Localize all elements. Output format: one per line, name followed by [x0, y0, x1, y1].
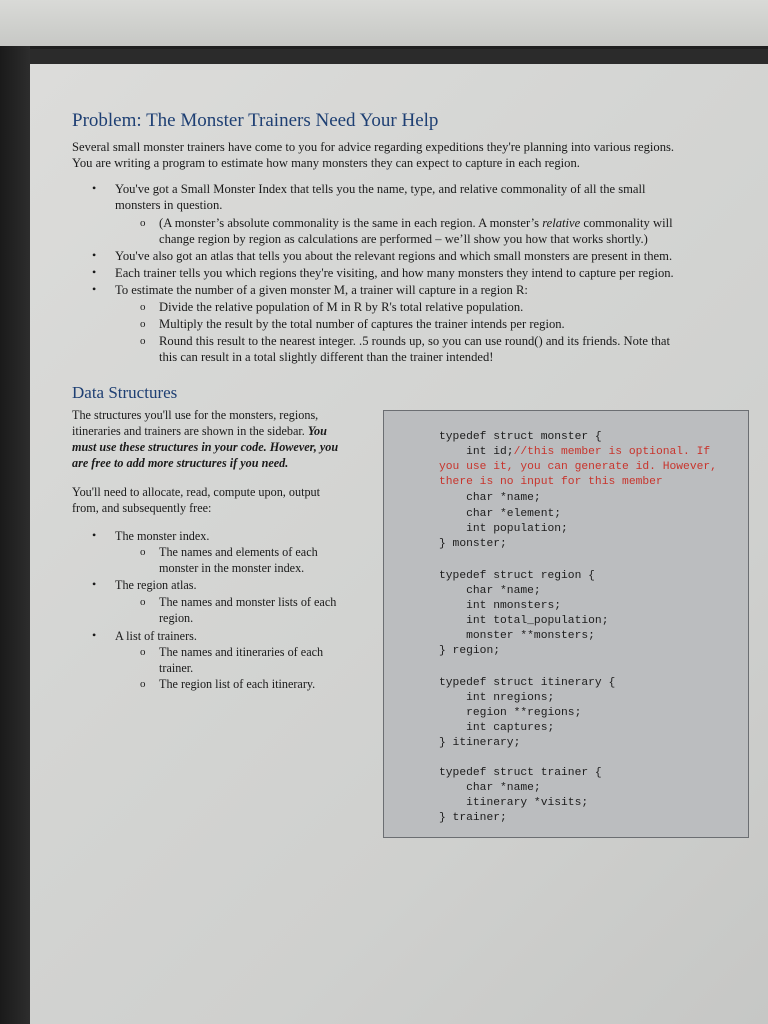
- code-monster-open: typedef struct monster {: [439, 431, 602, 443]
- sub-bullet-marker: o: [140, 678, 146, 690]
- code-itinerary-captures: int captures;: [439, 722, 555, 734]
- intro-line-2: You are writing a program to estimate how many monsters they can expect to capture in each region.: [72, 156, 580, 170]
- bullet-small-monster-index: You've got a Small Monster Index that tells you the name, type, and relative commonality of all the small: [115, 182, 646, 196]
- item-monster-index: The monster index.: [115, 529, 210, 543]
- problem-heading: Problem: The Monster Trainers Need Your Help: [72, 110, 439, 131]
- bullet-marker: •: [92, 628, 97, 642]
- item-itinerary-regions: The region list of each itinerary.: [159, 677, 316, 691]
- ds-para2-line-1: You'll need to allocate, read, compute upon, output: [72, 485, 321, 499]
- bullet-marker: •: [92, 248, 97, 262]
- bullet-marker: •: [92, 528, 97, 542]
- code-monster-name: char *name;: [439, 492, 541, 504]
- sub-bullet-marker: o: [140, 217, 146, 229]
- sub-bullet-marker: o: [140, 301, 146, 313]
- item-region-sub: The names and monster lists of each: [159, 595, 337, 609]
- screen-top-glare: [0, 0, 768, 46]
- code-itinerary-regions: region **regions;: [439, 707, 582, 719]
- code-comment-line-2: you use it, you can generate id. However,: [439, 461, 717, 473]
- sub-bullet-marker: o: [140, 646, 146, 658]
- intro-line-1: Several small monster trainers have come to you for advice regarding expeditions they're planning into various regions.: [72, 140, 675, 154]
- sub-bullet-commonality: (A monster’s absolute commonality is the same in each region. A monster’s relative commonality will: [159, 216, 673, 230]
- item-region-atlas: The region atlas.: [115, 578, 197, 592]
- code-sidebar: [383, 410, 749, 838]
- bullet-marker: •: [92, 282, 97, 296]
- item-trainers: A list of trainers.: [115, 629, 197, 643]
- sub-bullet-commonality-cont: change region by region as calculations are performed – we’ll show you how that works shortly.): [159, 232, 648, 246]
- sub-bullet-marker: o: [140, 318, 146, 330]
- ds-para-line-4: are free to add more structures if you need.: [72, 456, 289, 470]
- code-region-monsters: monster **monsters;: [439, 630, 595, 642]
- item-region-sub-cont: region.: [159, 611, 194, 625]
- code-itinerary-open: typedef struct itinerary {: [439, 677, 616, 689]
- item-trainers-sub-cont: trainer.: [159, 661, 194, 675]
- data-structures-heading: Data Structures: [72, 383, 178, 402]
- ds-para-line-3: must use these structures in your code. However, you: [72, 440, 339, 454]
- step-divide: Divide the relative population of M in R by R's total relative population.: [159, 300, 524, 314]
- code-region-name: char *name;: [439, 585, 541, 597]
- item-monster-sub-cont: monster in the monster index.: [159, 561, 305, 575]
- code-trainer-open: typedef struct trainer {: [439, 767, 602, 779]
- code-itinerary-nregions: int nregions;: [439, 692, 555, 704]
- top-divider: [30, 46, 768, 49]
- code-monster-population: int population;: [439, 523, 568, 535]
- bullet-marker: •: [92, 577, 97, 591]
- code-region-open: typedef struct region {: [439, 570, 595, 582]
- step-round-cont: this can result in a total slightly different than the trainer intended!: [159, 350, 494, 364]
- bullet-trainer-regions: Each trainer tells you which regions they're visiting, and how many monsters they intend to capture per region.: [115, 266, 674, 280]
- code-monster-element: char *element;: [439, 508, 562, 520]
- code-monster-close: } monster;: [439, 538, 507, 550]
- step-multiply: Multiply the result by the total number of captures the trainer intends per region.: [159, 317, 565, 331]
- code-region-nmonsters: int nmonsters;: [439, 600, 562, 612]
- code-trainer-close: } trainer;: [439, 812, 507, 824]
- ds-para2-line-2: from, and subsequently free:: [72, 501, 212, 515]
- ds-para-line-1: The structures you'll use for the monsters, regions,: [72, 408, 319, 422]
- code-trainer-name: char *name;: [439, 782, 541, 794]
- code-itinerary-close: } itinerary;: [439, 737, 521, 749]
- sub-bullet-marker: o: [140, 596, 146, 608]
- document-page: [30, 64, 768, 1024]
- monitor-bezel: [0, 46, 30, 1024]
- code-trainer-visits: itinerary *visits;: [439, 797, 589, 809]
- bullet-marker: •: [92, 265, 97, 279]
- sub-bullet-marker: o: [140, 335, 146, 347]
- step-round: Round this result to the nearest integer. .5 rounds up, so you can use round() and its friends. Note that: [159, 334, 670, 348]
- bullet-small-monster-index-cont: monsters in question.: [115, 198, 223, 212]
- code-region-close: } region;: [439, 645, 501, 657]
- sub-bullet-marker: o: [140, 546, 146, 558]
- item-monster-sub: The names and elements of each: [159, 545, 318, 559]
- bullet-estimate: To estimate the number of a given monster M, a trainer will capture in a region R:: [115, 283, 528, 297]
- code-region-total: int total_population;: [439, 615, 609, 627]
- code-comment-line-3: there is no input for this member: [439, 476, 663, 488]
- ds-para-line-2: itineraries and trainers are shown in the sidebar. You: [72, 424, 327, 438]
- code-monster-id: int id;//this member is optional. If: [439, 446, 711, 458]
- bullet-atlas: You've also got an atlas that tells you about the relevant regions and which small monsters are present in them.: [115, 249, 673, 263]
- item-trainers-sub: The names and itineraries of each: [159, 645, 324, 659]
- bullet-marker: •: [92, 181, 97, 195]
